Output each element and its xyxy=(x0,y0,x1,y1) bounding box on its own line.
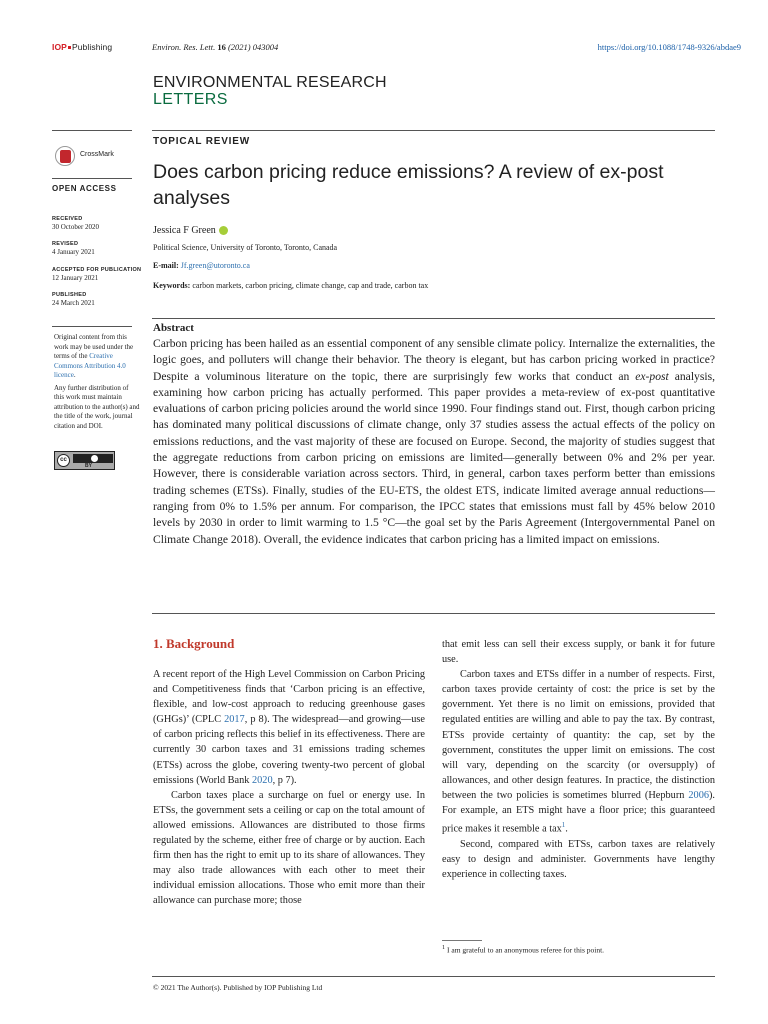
footnote-rule xyxy=(442,940,482,941)
sidebar-divider xyxy=(52,178,132,179)
citation-link[interactable]: 2006 xyxy=(688,789,709,801)
citation-link[interactable]: 2017 xyxy=(224,714,245,726)
published-label: PUBLISHED xyxy=(52,292,87,298)
license-attribution: Any further distribution of this work must maintain attribution to the author(s) and the title of the work, journal citation and DOI. xyxy=(54,383,140,430)
received-date: 30 October 2020 xyxy=(52,223,100,231)
crossmark-icon xyxy=(55,146,75,166)
publisher-logo xyxy=(52,42,112,52)
journal-abbrev: Environ. Res. Lett. xyxy=(152,42,216,52)
keywords: carbon markets, carbon pricing, climate change, cap and trade, carbon tax xyxy=(192,281,429,290)
journal-name-line1: ENVIRONMENTAL RESEARCH xyxy=(153,74,387,91)
accepted-date: 12 January 2021 xyxy=(52,274,99,282)
section-heading: 1. Background xyxy=(153,636,235,651)
revised-date: 4 January 2021 xyxy=(52,248,95,256)
publisher-name: Publishing xyxy=(71,42,113,52)
crossmark-label: CrossMark xyxy=(80,151,114,158)
open-access-label: OPEN ACCESS xyxy=(52,184,117,193)
year-article: (2021) 043004 xyxy=(227,42,279,52)
published-date: 24 March 2021 xyxy=(52,299,95,307)
sidebar-divider xyxy=(52,130,132,131)
paragraph: Carbon taxes place a surcharge on fuel or energy use. In ETSs, the government sets a ceiling or cap on the total amount of allowed emissions. Allowances are distributed to those firms regulated by the scheme, either free of charge or by auction. Each firm then has the right to emit up to its share of allowances. They may also trade allowances with each other to meet their individual emission allocations. Those who emit more than their allowance can purchase more; those xyxy=(153,789,425,907)
doi-link[interactable]: https://doi.org/10.1088/1748-9326/abdae9 xyxy=(597,42,741,52)
header-divider xyxy=(152,130,715,131)
citation-link[interactable]: 2020 xyxy=(252,774,273,786)
orcid-icon[interactable] xyxy=(219,226,228,235)
license-link[interactable]: Creative Commons Attribution 4.0 licence xyxy=(54,352,126,379)
abstract-heading: Abstract xyxy=(153,322,194,334)
footer-divider xyxy=(152,976,715,977)
keywords-line: Keywords: carbon markets, carbon pricing, climate change, cap and trade, carbon tax xyxy=(153,281,429,290)
attribution-person-icon xyxy=(91,455,98,462)
paragraph: Second, compared with ETSs, carbon taxes are relatively easy to design and administer. Governments have lengthy experience in collecting taxes. xyxy=(442,838,715,880)
author-name: Jessica F Green xyxy=(153,225,216,236)
email-line: E-mail: Jf.green@utoronto.ca xyxy=(153,261,250,270)
abstract-text: Carbon pricing has been hailed as an essential component of any sensible climate policy. Internalize the externalities, the logic goes, and polluters will change their behavior. The theory is elegant, but has carbon pricing worked in practice? Despite a voluminous literature on the topic, there are surprisingly few works that conduct an ex-post analysis, examining how carbon pricing has actually performed. This paper provides a meta-review of ex-post quantitative evaluations of carbon pricing policies around the world since 1990. Four findings stand out. First, though carbon pricing has dominated many political discussions of climate change, only 37 studies assess the actual effects of the policy on emissions reductions, and the vast majority of these are focused on Europe. Second, the majority of studies suggest that the aggregate reductions from carbon pricing on emissions are limited—generally between 0% and 2% per year. However, there is considerable variation across sectors. Third, in general, carbon taxes perform better than emissions trading schemes (ETSs). Finally, studies of the EU-ETS, the oldest ETS, indicate limited average annual reductions—ranging from 0% to 1.5% per annum. For comparison, the IPCC states that emissions must fall by 45% below 2010 levels by 2030 in order to limit warming to 1.5 °C—the goal set by the Paris Agreement (Intergovernmental Panel on Climate Change 2018). Overall, the evidence indicates that carbon pricing has a limited impact on emissions. xyxy=(153,337,715,546)
logo-square-icon xyxy=(68,46,71,49)
publisher-brand: IOP xyxy=(52,42,67,52)
volume: 16 xyxy=(217,42,226,52)
abstract-top-rule xyxy=(152,318,715,319)
by-label: BY xyxy=(85,463,92,469)
paragraph: A recent report of the High Level Commission on Carbon Pricing and Competitiveness finds that ‘Carbon pricing is an effective, flexible, and low-cost approach to reducing greenhouse gases (GHGs)’ (CPLC 2017, p 8). The widespread—and growing—use of carbon pricing reflects this belief in its effectiveness. There are currently 30 carbon taxes and 31 emissions trading schemes (ETSs) across the globe, covering twenty-two percent of global emissions (World Bank 2020, p 7). xyxy=(153,669,425,786)
body-column-left xyxy=(153,667,425,909)
revised-label: REVISED xyxy=(52,241,79,247)
cc-by-badge[interactable] xyxy=(54,451,115,470)
journal-reference xyxy=(152,42,278,52)
license-text: Original content from this work may be used under the terms of the Creative Commons Attribution 4.0 licence. Any further distribution of this work must maintain attribution to the author(s) and the title of the work, journal citation and DOI. xyxy=(54,333,140,430)
crossmark-badge[interactable] xyxy=(55,146,135,166)
paragraph: that emit less can sell their excess supply, or bank it for future use. xyxy=(442,639,715,666)
affiliation: Political Science, University of Toronto, Toronto, Canada xyxy=(153,243,338,252)
footnote-marker[interactable]: 1 xyxy=(561,821,566,830)
footnote: $^1$ I am grateful to an anonymous referee for this point. xyxy=(442,944,605,955)
body-column-right xyxy=(442,637,715,882)
received-label: RECEIVED xyxy=(52,216,83,222)
sidebar-divider xyxy=(52,326,132,327)
author-line xyxy=(153,225,228,236)
article-type: TOPICAL REVIEW xyxy=(153,136,250,147)
accepted-label: ACCEPTED FOR PUBLICATION xyxy=(52,267,142,273)
copyright: © 2021 The Author(s). Published by IOP Publishing Ltd xyxy=(153,983,323,992)
article-title: Does carbon pricing reduce emissions? A review of ex-post analyses xyxy=(153,161,664,209)
paragraph: Carbon taxes and ETSs differ in a number of respects. First, carbon taxes provide certainty of cost: the price is set by the government. Yet there is no limit on emissions, provided that regulated entities are willing and able to pay the tax. By contrast, ETSs provide certainty of quantity: the cap, set by the government, constitutes the upper limit on emissions. The cost will vary, depending on the scarcity (or oversupply) of allowances, and other design features. In practice, the distinction between the two policies is sometimes blurred (Hepburn 2006). For example, an ETS might have a floor price; this guaranteed price makes it resemble a tax$^1$. xyxy=(442,669,715,835)
email-link[interactable]: Jf.green@utoronto.ca xyxy=(180,261,250,270)
journal-name-line2: LETTERS xyxy=(153,91,228,108)
cc-icon: cc xyxy=(57,454,70,467)
abstract-bottom-rule xyxy=(152,613,715,614)
